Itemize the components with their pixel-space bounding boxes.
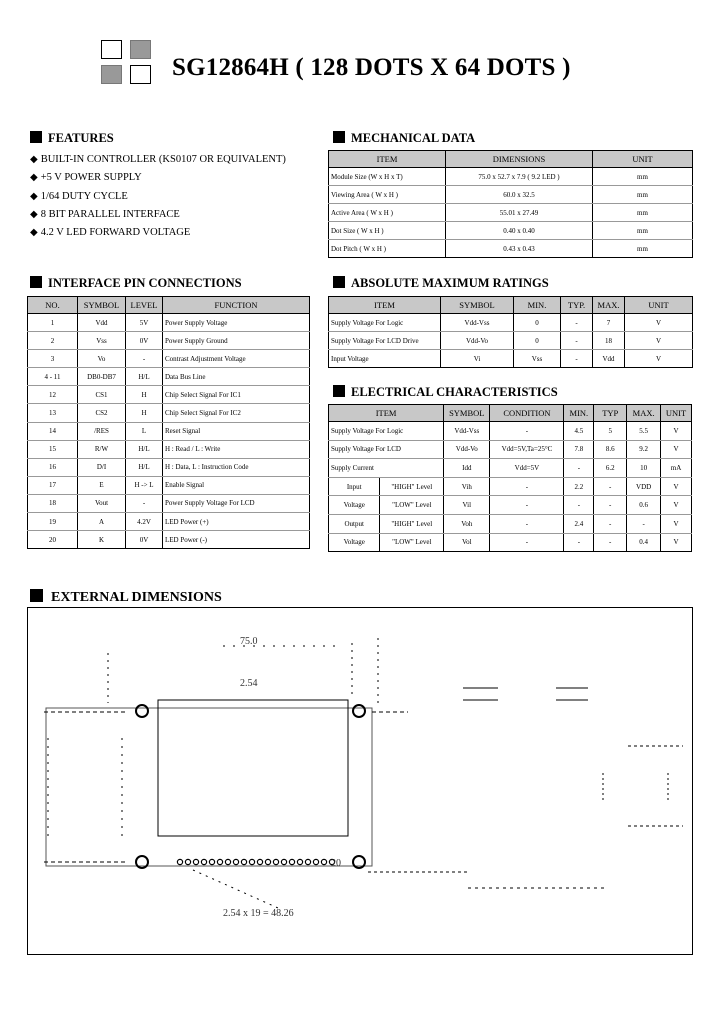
col-header: DIMENSIONS xyxy=(446,151,593,168)
col-header: MIN. xyxy=(564,405,594,422)
table-cell: - xyxy=(490,514,564,533)
table-row xyxy=(28,350,310,368)
table-cell: Output xyxy=(329,514,380,533)
table-cell: Dot Size ( W x H ) xyxy=(329,222,446,240)
col-header: MAX. xyxy=(627,405,661,422)
table-cell: Supply Voltage For Logic xyxy=(329,422,444,441)
table-cell: Voltage xyxy=(329,496,380,515)
table-row xyxy=(329,440,692,459)
mechanical-heading xyxy=(333,131,475,146)
table-cell: H -> L xyxy=(126,476,163,494)
table-cell: 5 xyxy=(594,422,627,441)
table-cell: Vdd=5V xyxy=(490,459,564,478)
table-header-row xyxy=(329,151,693,168)
interface-heading-text: INTERFACE PIN CONNECTIONS xyxy=(48,276,242,290)
table-cell: V xyxy=(661,533,692,552)
features-heading-text: FEATURES xyxy=(48,131,114,145)
absolute-heading-text: ABSOLUTE MAXIMUM RATINGS xyxy=(351,276,549,290)
interface-table xyxy=(27,296,310,549)
table-cell: 0.40 x 0.40 xyxy=(446,222,593,240)
table-cell: 12 xyxy=(28,386,78,404)
table-cell: mm xyxy=(593,168,693,186)
table-cell: Reset Signal xyxy=(163,422,310,440)
table-cell: H/L xyxy=(126,368,163,386)
col-header: TYP xyxy=(594,405,627,422)
table-cell: 4.2V xyxy=(126,513,163,531)
table-cell: - xyxy=(490,422,564,441)
diamond-bullet-icon: ◆ xyxy=(30,208,38,220)
table-row xyxy=(329,350,693,368)
viewing-area xyxy=(158,700,348,836)
table-cell: Vdd=5V,Ta=25°C xyxy=(490,440,564,459)
table-cell: Idd xyxy=(444,459,490,478)
table-row xyxy=(329,168,693,186)
list-item: ◆ BUILT-IN CONTROLLER (KS0107 OR EQUIVALENT) xyxy=(30,154,286,165)
table-cell: Power Supply Voltage xyxy=(163,314,310,332)
col-header: ITEM xyxy=(329,405,444,422)
table-row xyxy=(329,477,692,496)
table-cell: 0.43 x 0.43 xyxy=(446,240,593,258)
list-item: ◆ 4.2 V LED FORWARD VOLTAGE xyxy=(30,227,191,239)
logo xyxy=(101,40,153,85)
diamond-bullet-icon: ◆ xyxy=(30,154,38,165)
table-cell: Input xyxy=(329,477,380,496)
table-cell: 0V xyxy=(126,531,163,549)
square-bullet-icon xyxy=(333,276,345,288)
square-bullet-icon xyxy=(30,589,43,602)
table-cell: 0 xyxy=(514,314,561,332)
table-cell: 0.4 xyxy=(627,533,661,552)
col-header: MIN. xyxy=(514,297,561,314)
electrical-heading-text: ELECTRICAL CHARACTERISTICS xyxy=(351,385,558,399)
dimension-label: 2.54 xyxy=(240,678,258,689)
square-bullet-icon xyxy=(333,131,345,143)
table-cell: Voh xyxy=(444,514,490,533)
dimension-label: 2.54 x 19 = 48.26 xyxy=(223,908,294,919)
table-cell: D/I xyxy=(78,458,126,476)
table-cell: 4 - 11 xyxy=(28,368,78,386)
module-outline xyxy=(46,708,372,866)
table-row xyxy=(28,476,310,494)
table-cell: CS1 xyxy=(78,386,126,404)
table-header-row xyxy=(28,297,310,314)
table-cell: Vil xyxy=(444,496,490,515)
connector-pin xyxy=(257,859,262,864)
connector-pin xyxy=(305,859,310,864)
table-cell: - xyxy=(594,533,627,552)
external-heading xyxy=(30,589,222,606)
table-row xyxy=(28,494,310,512)
table-cell: LED Power (-) xyxy=(163,531,310,549)
table-cell: - xyxy=(561,314,593,332)
table-cell: mm xyxy=(593,240,693,258)
col-header: SYMBOL xyxy=(78,297,126,314)
connector-pin xyxy=(321,859,326,864)
table-cell: - xyxy=(564,496,594,515)
table-cell: Supply Current xyxy=(329,459,444,478)
col-header: NO. xyxy=(28,297,78,314)
table-cell: Vi xyxy=(441,350,514,368)
module-outline-drawing xyxy=(28,608,692,954)
connector-pin xyxy=(217,859,222,864)
table-row xyxy=(329,422,692,441)
table-cell: Chip Select Signal For IC2 xyxy=(163,404,310,422)
table-cell: 2.4 xyxy=(564,514,594,533)
col-header: UNIT xyxy=(661,405,692,422)
table-row xyxy=(329,332,693,350)
table-row xyxy=(329,186,693,204)
table-cell: V xyxy=(625,350,693,368)
table-cell: 15 xyxy=(28,440,78,458)
connector-pins xyxy=(177,859,334,864)
table-cell: DB0-DB7 xyxy=(78,368,126,386)
table-cell: - xyxy=(490,496,564,515)
dimension-label: 75.0 xyxy=(240,636,258,647)
table-cell: Vih xyxy=(444,477,490,496)
table-cell: 8.6 xyxy=(594,440,627,459)
connector-pin xyxy=(241,859,246,864)
col-header: UNIT xyxy=(625,297,693,314)
table-cell: - xyxy=(594,496,627,515)
table-cell: Vdd-Vo xyxy=(444,440,490,459)
table-cell: Module Size (W x H x T) xyxy=(329,168,446,186)
electrical-table xyxy=(328,404,692,552)
table-row xyxy=(28,386,310,404)
table-cell: Vss xyxy=(78,332,126,350)
table-cell: Supply Voltage For LCD xyxy=(329,440,444,459)
mechanical-heading-text: MECHANICAL DATA xyxy=(351,131,476,145)
table-cell: Supply Voltage For LCD Drive xyxy=(329,332,441,350)
connector-pin xyxy=(273,859,278,864)
col-header: CONDITION xyxy=(490,405,564,422)
table-cell: 20 xyxy=(28,531,78,549)
table-cell: H : Read / L : Write xyxy=(163,440,310,458)
table-cell: Vout xyxy=(78,494,126,512)
table-cell: mm xyxy=(593,186,693,204)
table-cell: Dot Pitch ( W x H ) xyxy=(329,240,446,258)
features-list xyxy=(30,151,286,242)
table-cell: 5.5 xyxy=(627,422,661,441)
logo-square-white xyxy=(101,40,122,59)
table-row xyxy=(329,222,693,240)
connector-pin xyxy=(177,859,182,864)
table-cell: Input Voltage xyxy=(329,350,441,368)
table-row xyxy=(329,496,692,515)
table-cell: 0.6 xyxy=(627,496,661,515)
diamond-bullet-icon: ◆ xyxy=(30,190,38,202)
table-cell: - xyxy=(126,494,163,512)
table-row xyxy=(28,422,310,440)
table-cell: CS2 xyxy=(78,404,126,422)
connector-pin xyxy=(201,859,206,864)
table-cell: - xyxy=(627,514,661,533)
table-cell: 19 xyxy=(28,513,78,531)
table-cell: 17 xyxy=(28,476,78,494)
table-cell: - xyxy=(561,332,593,350)
mounting-hole xyxy=(136,705,148,717)
table-cell: "HIGH" Level xyxy=(380,477,444,496)
col-header: MAX. xyxy=(593,297,625,314)
table-cell: H/L xyxy=(126,440,163,458)
pin-number-label: 20 xyxy=(331,858,341,869)
table-cell: H/L xyxy=(126,458,163,476)
table-cell: "LOW" Level xyxy=(380,496,444,515)
logo-square-gray xyxy=(130,40,151,59)
table-cell: Enable Signal xyxy=(163,476,310,494)
table-cell: - xyxy=(490,477,564,496)
table-cell: V xyxy=(661,422,692,441)
mounting-hole xyxy=(353,705,365,717)
table-cell: 75.0 x 52.7 x 7.9 ( 9.2 LED ) xyxy=(446,168,593,186)
table-row xyxy=(329,204,693,222)
table-cell: LED Power (+) xyxy=(163,513,310,531)
table-row xyxy=(28,440,310,458)
table-cell: V xyxy=(661,477,692,496)
table-cell: 16 xyxy=(28,458,78,476)
table-row xyxy=(329,240,693,258)
col-header: FUNCTION xyxy=(163,297,310,314)
table-cell: - xyxy=(561,350,593,368)
connector-pin xyxy=(281,859,286,864)
mechanical-table xyxy=(328,150,693,258)
connector-pin xyxy=(265,859,270,864)
table-cell: 4.5 xyxy=(564,422,594,441)
square-bullet-icon xyxy=(333,385,345,397)
table-cell: 55.01 x 27.49 xyxy=(446,204,593,222)
page-title: SG12864H ( 128 DOTS X 64 DOTS ) xyxy=(172,54,571,81)
table-row xyxy=(329,459,692,478)
square-bullet-icon xyxy=(30,131,42,143)
table-cell: - xyxy=(594,477,627,496)
table-row xyxy=(329,533,692,552)
table-cell: Vdd-Vo xyxy=(441,332,514,350)
table-cell: Vo xyxy=(78,350,126,368)
table-cell: Supply Voltage For Logic xyxy=(329,314,441,332)
logo-square-gray xyxy=(101,65,122,84)
table-cell: 18 xyxy=(593,332,625,350)
table-cell: 7 xyxy=(593,314,625,332)
table-row xyxy=(28,458,310,476)
square-bullet-icon xyxy=(30,276,42,288)
table-cell: Vdd-Vss xyxy=(444,422,490,441)
electrical-heading xyxy=(333,385,558,400)
col-header: SYMBOL xyxy=(444,405,490,422)
table-cell: 2.2 xyxy=(564,477,594,496)
table-cell: - xyxy=(564,459,594,478)
connector-pin xyxy=(289,859,294,864)
table-cell: 9.2 xyxy=(627,440,661,459)
table-cell: E xyxy=(78,476,126,494)
table-cell: H xyxy=(126,404,163,422)
table-cell: V xyxy=(661,496,692,515)
diamond-bullet-icon: ◆ xyxy=(30,227,38,239)
table-cell: "LOW" Level xyxy=(380,533,444,552)
table-cell: /RES xyxy=(78,422,126,440)
absolute-heading xyxy=(333,276,549,291)
table-row xyxy=(329,514,692,533)
list-item: ◆ 8 BIT PARALLEL INTERFACE xyxy=(30,208,180,220)
absolute-table xyxy=(328,296,693,368)
table-row xyxy=(28,404,310,422)
table-cell: R/W xyxy=(78,440,126,458)
table-row xyxy=(28,314,310,332)
col-header: SYMBOL xyxy=(441,297,514,314)
external-heading-text: EXTERNAL DIMENSIONS xyxy=(51,590,222,605)
table-cell: V xyxy=(661,514,692,533)
table-cell: - xyxy=(594,514,627,533)
table-cell: Power Supply Ground xyxy=(163,332,310,350)
col-header: TYP. xyxy=(561,297,593,314)
table-cell: 0 xyxy=(514,332,561,350)
table-header-row xyxy=(329,297,693,314)
table-cell: "HIGH" Level xyxy=(380,514,444,533)
table-cell: 0V xyxy=(126,332,163,350)
external-dimensions-drawing xyxy=(27,607,693,955)
table-cell: V xyxy=(625,314,693,332)
table-cell: 13 xyxy=(28,404,78,422)
table-cell: Vdd xyxy=(78,314,126,332)
table-cell: V xyxy=(625,332,693,350)
table-cell: 6.2 xyxy=(594,459,627,478)
table-cell: Vss xyxy=(514,350,561,368)
connector-pin xyxy=(209,859,214,864)
table-row xyxy=(28,531,310,549)
list-item: ◆ +5 V POWER SUPPLY xyxy=(30,172,142,184)
table-cell: - xyxy=(126,350,163,368)
connector-pin xyxy=(313,859,318,864)
col-header: LEVEL xyxy=(126,297,163,314)
dimension-line xyxy=(193,870,278,908)
table-cell: mA xyxy=(661,459,692,478)
table-cell: K xyxy=(78,531,126,549)
table-row xyxy=(28,332,310,350)
connector-pin xyxy=(193,859,198,864)
table-cell: - xyxy=(490,533,564,552)
table-cell: 3 xyxy=(28,350,78,368)
table-cell: H xyxy=(126,386,163,404)
connector-pin xyxy=(225,859,230,864)
table-cell: - xyxy=(564,533,594,552)
table-cell: Chip Select Signal For IC1 xyxy=(163,386,310,404)
table-cell: Vdd-Vss xyxy=(441,314,514,332)
list-item: ◆ 1/64 DUTY CYCLE xyxy=(30,190,128,202)
table-cell: Contrast Adjustment Voltage xyxy=(163,350,310,368)
table-cell: VDD xyxy=(627,477,661,496)
table-cell: 5V xyxy=(126,314,163,332)
table-cell: 18 xyxy=(28,494,78,512)
table-cell: Vdd xyxy=(593,350,625,368)
table-cell: mm xyxy=(593,204,693,222)
table-row xyxy=(28,513,310,531)
connector-pin xyxy=(297,859,302,864)
table-header-row xyxy=(329,405,692,422)
col-header: ITEM xyxy=(329,297,441,314)
table-cell: 14 xyxy=(28,422,78,440)
table-cell: H : Data, L : Instruction Code xyxy=(163,458,310,476)
table-cell: 7.8 xyxy=(564,440,594,459)
table-row xyxy=(329,314,693,332)
table-cell: Power Supply Voltage For LCD xyxy=(163,494,310,512)
features-heading xyxy=(30,131,114,146)
table-cell: L xyxy=(126,422,163,440)
table-cell: Vol xyxy=(444,533,490,552)
connector-pin xyxy=(233,859,238,864)
table-cell: 1 xyxy=(28,314,78,332)
table-cell: mm xyxy=(593,222,693,240)
interface-heading xyxy=(30,276,242,291)
diamond-bullet-icon: ◆ xyxy=(30,172,38,184)
col-header: ITEM xyxy=(329,151,446,168)
table-cell: 2 xyxy=(28,332,78,350)
col-header: UNIT xyxy=(593,151,693,168)
table-row xyxy=(28,368,310,386)
connector-pin xyxy=(249,859,254,864)
table-cell: Active Area ( W x H ) xyxy=(329,204,446,222)
table-cell: V xyxy=(661,440,692,459)
table-cell: 10 xyxy=(627,459,661,478)
table-cell: Voltage xyxy=(329,533,380,552)
connector-pin xyxy=(185,859,190,864)
table-cell: Viewing Area ( W x H ) xyxy=(329,186,446,204)
table-cell: 60.0 x 32.5 xyxy=(446,186,593,204)
logo-square-white xyxy=(130,65,151,84)
table-cell: Data Bus Line xyxy=(163,368,310,386)
table-cell: A xyxy=(78,513,126,531)
